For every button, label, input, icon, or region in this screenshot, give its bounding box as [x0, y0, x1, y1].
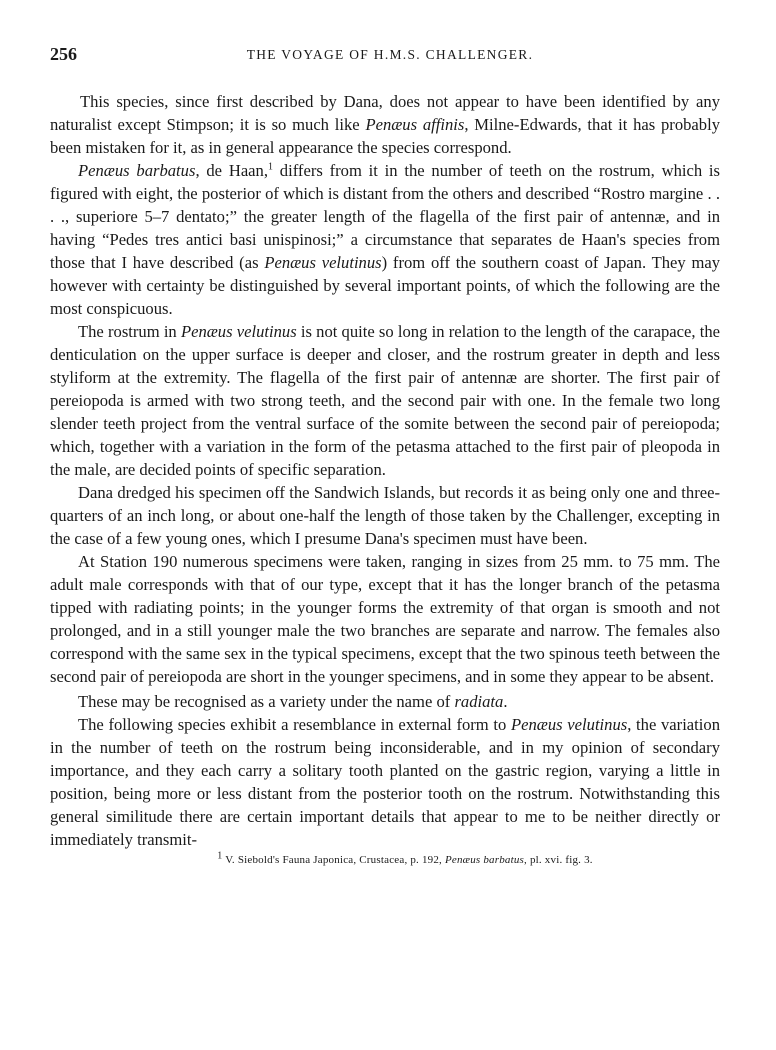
variety-name: radiata: [454, 692, 504, 711]
paragraph-2-text-c: ) from off the southern coast of Japan. They may however with certainty be distinguished by several important points, of which the following are the most conspicuous.: [50, 253, 721, 318]
running-head: [50, 44, 720, 66]
body-text: [50, 90, 720, 851]
species-name: Penæus velutinus: [511, 715, 628, 734]
paragraph-1-text: This species, since first described by Dana, does not appear to have been identified by any naturalist except Stimpson; it is so much like: [50, 92, 720, 134]
species-name: Penæus velutinus: [264, 253, 382, 272]
paragraph-1: [50, 90, 720, 159]
paragraph-6: [50, 690, 720, 713]
paragraph-4: Dana dredged his specimen off the Sandwich Islands, but records it as being only one and three-quarters of an inch long, or about one-half the length of those taken by the Challenger, excepting in the case of a few young ones, which I presume Dana's specimen must have been.: [50, 483, 720, 548]
book-page: [50, 44, 720, 866]
paragraph-3-text-a: The rostrum in: [78, 322, 181, 341]
paragraph-2-text-b: differs from it in the number of teeth on the rostrum, which is figured with eight, the posterior of which is distant from the others and described “Rostro margine . . . ., superiore 5–7 dentato;” the greater length of the flagella of the first pair of antennæ, and in having “Pedes tres antici basi unispinosi;” a circumstance that separates de Haan's species from those that I have described (as: [50, 161, 720, 272]
page-number: 256: [50, 44, 77, 64]
footnote-text-b: , pl. xvi. fig. 3.: [524, 854, 593, 866]
running-title: THE VOYAGE OF H.M.S. CHALLENGER.: [246, 47, 534, 62]
paragraph-6-text-a: These may be recognised as a variety under the name of: [78, 692, 455, 711]
paragraph-2: [50, 159, 720, 320]
species-name: Penæus affinis: [365, 115, 465, 134]
paragraph-7-text-b: , the variation in the number of teeth on the rostrum being inconsiderable, and in my opinion of secondary importance, and they each carry a solitary tooth planted on the gastric region, varying a little in position, being more or less distant from the posterior tooth on the rostrum. Notwithstanding this general similitude there are certain important details that appear to me to be neither directly or immediately transmit-: [50, 715, 720, 849]
footnote-species-name: Penæus barbatus: [444, 854, 525, 866]
species-name: Penæus barbatus: [78, 161, 196, 180]
footnote: [50, 850, 720, 866]
paragraph-7: [50, 713, 720, 851]
footnote-mark: 1: [217, 850, 223, 862]
paragraph-1-text-rest: , Milne-Edwards, that it has probably been mistaken for it, as in general appearance the species correspond.: [50, 115, 720, 157]
paragraph-3: [50, 320, 720, 481]
paragraph-5: At Station 190 numerous specimens were taken, ranging in sizes from 25 mm. to 75 mm. The adult male corresponds with that of our type, except that it has the longer branch of the petasma tipped with radiating points; in the younger forms the extremity of that organ is smooth and not prolonged, and in a still younger male the two branches are separate and narrow. The females also correspond with the same sex in the typical specimens, except that the two spinous teeth between the second pair of pereiopoda are short in the younger specimens, and in some they appear to be absent.: [50, 552, 720, 686]
paragraph-7-text-a: The following species exhibit a resemblance in external form to: [78, 715, 511, 734]
paragraph-2-text-a: , de Haan,: [195, 161, 268, 180]
paragraph-3-text-b: is not quite so long in relation to the length of the carapace, the denticulation on the upper surface is deeper and closer, and the rostrum greater in depth and less styliform at the extremity. The flagella of the first pair of antennæ are shorter. The first pair of pereiopoda is armed with two strong teeth, and the second pair with one. In the female two long slender teeth project from the ventral surface of the somite between the second pair of pereiopoda; which, together with a variation in the form of the petasma attached to the first pair of pleopoda in the male, are decided points of specific separation.: [50, 322, 720, 479]
paragraph-6-text-b: .: [503, 692, 508, 711]
footnote-reference: 1: [268, 161, 273, 173]
species-name: Penæus velutinus: [180, 322, 297, 341]
footnote-text-a: V. Siebold's Fauna Japonica, Crustacea, p. 192,: [222, 854, 445, 866]
